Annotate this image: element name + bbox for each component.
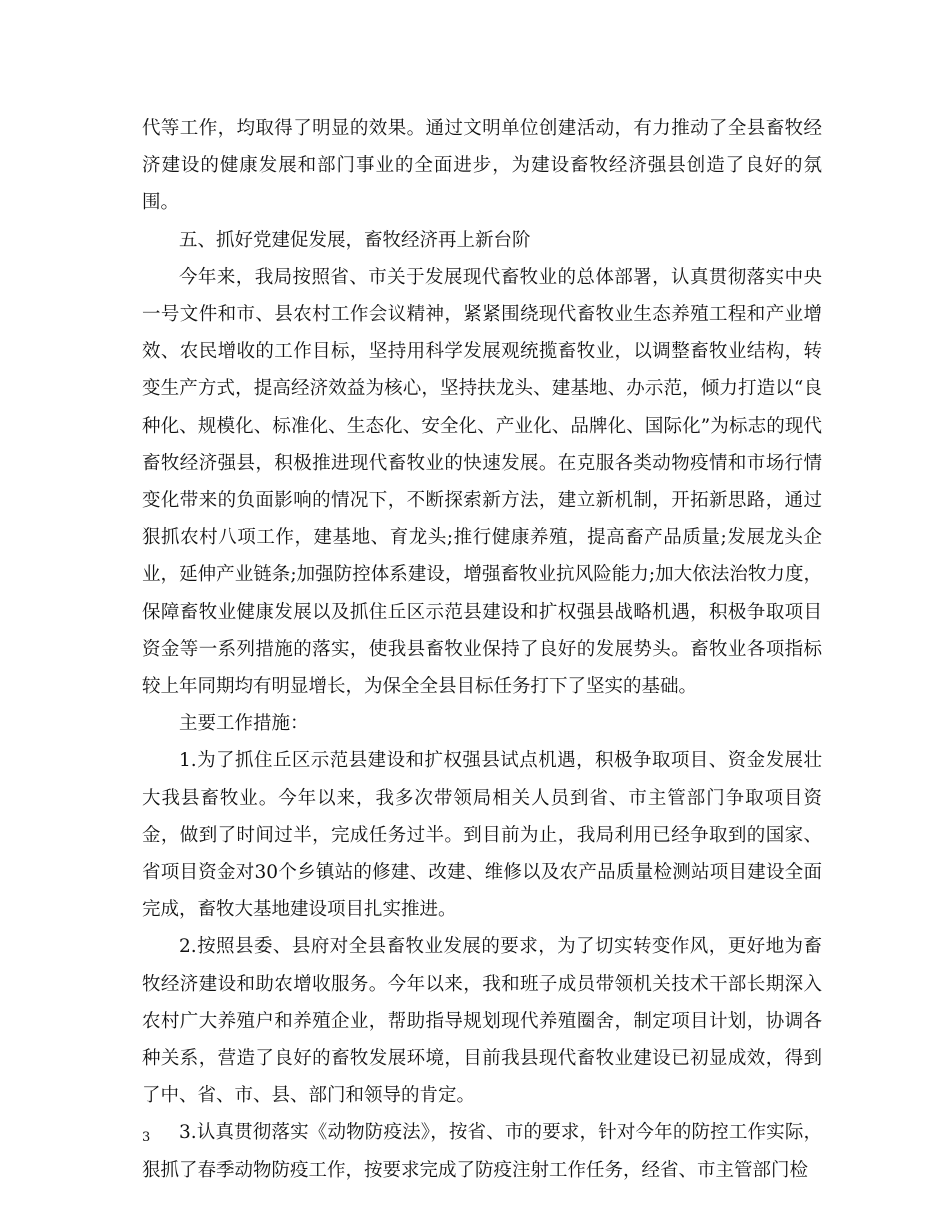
page-number: 3: [142, 1130, 151, 1145]
measure-item-3: 3.认真贯彻落实《动物防疫法》，按省、市的要求，针对今年的防控工作实际，狠抓了春季动物防疫工作，按要求完成了防疫注射工作任务，经省、市主管部门检: [142, 1122, 822, 1181]
measures-heading: 主要工作措施：: [179, 713, 309, 735]
section-heading: 五、抓好党建促发展，畜牧经济再上新台阶: [179, 229, 531, 251]
paragraph-overview: 今年来，我局按照省、市关于发展现代畜牧业的总体部署，认真贯彻落实中央一号文件和市、县农村工作会议精神，紧紧围绕现代畜牧业生态养殖工程和产业增效、农民增收的工作目标，坚持用科学发展观统揽畜牧业，以调整畜牧业结构，转变生产方式，提高经济效益为核心，坚持扶龙头、建基地、办示范，倾力打造以“良种化、规模化、标准化、生态化、安全化、产业化、品牌化、国际化”为标志的现代畜牧经济强县，积极推进现代畜牧业的快速发展。在克服各类动物疫情和市场行情变化带来的负面影响的情况下，不断探索新方法，建立新机制，开拓新思路，通过狠抓农村八项工作，建基地、育龙头;推行健康养殖，提高畜产品质量;发展龙头企业，延伸产业链条;加强防控体系建设，增强畜牧业抗风险能力;加大依法治牧力度，保障畜牧业健康发展以及抓住丘区示范县建设和扩权强县战略机遇，积极争取项目资金等一系列措施的落实，使我县畜牧业保持了良好的发展势头。畜牧业各项指标较上年同期均有明显增长，为保全全县目标任务打下了坚实的基础。: [142, 266, 822, 698]
measure-item-1: 1.为了抓住丘区示范县建设和扩权强县试点机遇，积极争取项目、资金发展壮大我县畜牧业。今年以来，我多次带领局相关人员到省、市主管部门争取项目资金，做到了时间过半，完成任务过半。到目前为止，我局利用已经争取到的国家、省项目资金对30个乡镇站的修建、改建、维修以及农产品质量检测站项目建设全面完成，畜牧大基地建设项目扎实推进。: [142, 750, 822, 921]
measure-item-2: 2.按照县委、县府对全县畜牧业发展的要求，为了切实转变作风，更好地为畜牧经济建设和助农增收服务。今年以来，我和班子成员带领机关技术干部长期深入农村广大养殖户和养殖企业，帮助指导规划现代养殖圈舍，制定项目计划，协调各种关系，营造了良好的畜牧发展环境，目前我县现代畜牧业建设已初显成效，得到了中、省、市、县、部门和领导的肯定。: [142, 936, 822, 1107]
document-body: [142, 110, 822, 1189]
paragraph-continuation: 代等工作，均取得了明显的效果。通过文明单位创建活动，有力推动了全县畜牧经济建设的健康发展和部门事业的全面进步，为建设畜牧经济强县创造了良好的氛围。: [142, 118, 822, 214]
